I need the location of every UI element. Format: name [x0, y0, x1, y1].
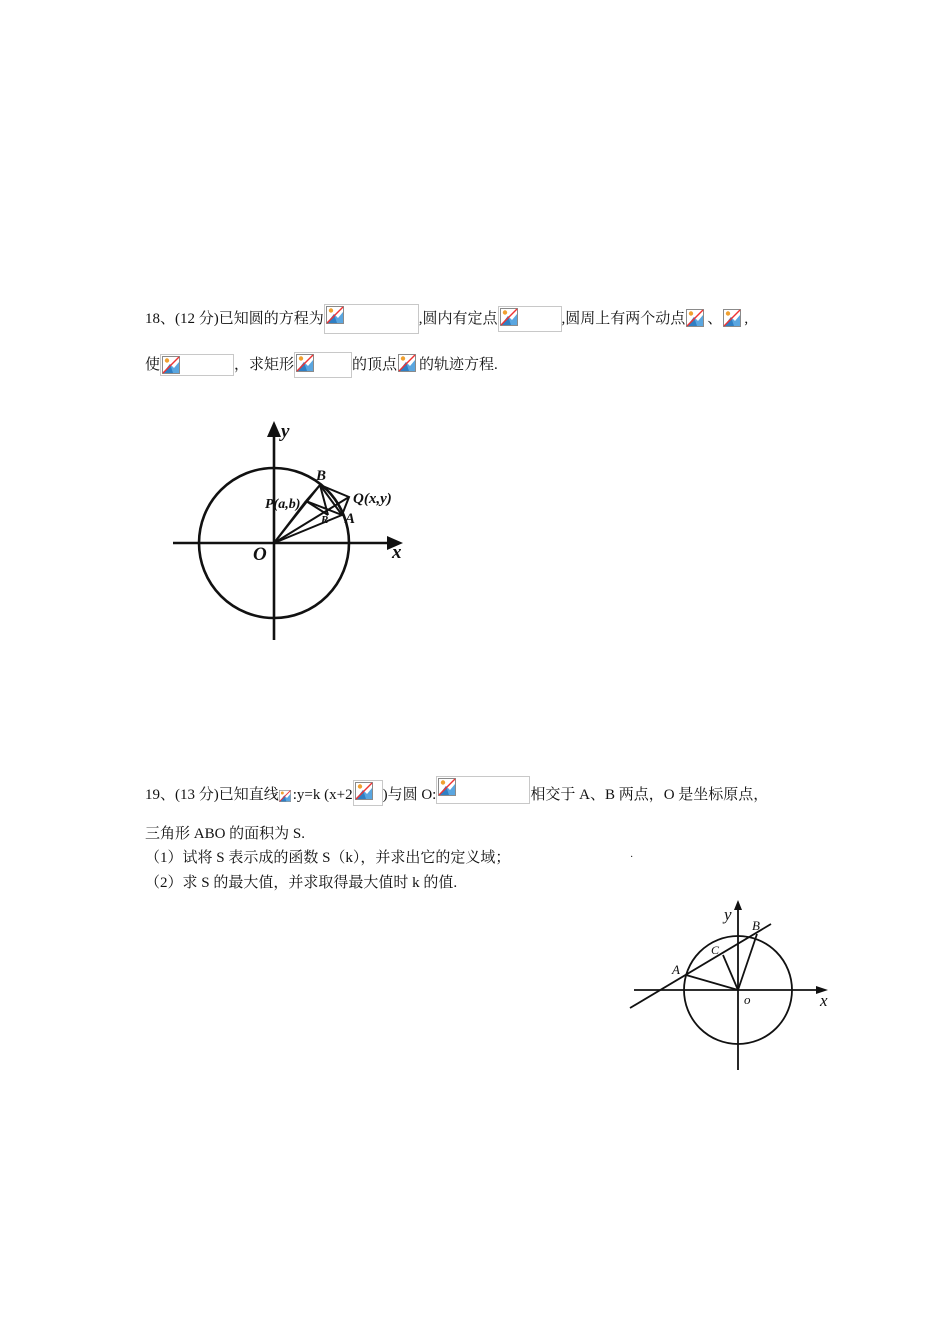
q19-text-2: :y=k (x+2	[292, 786, 353, 803]
q19-part-1-text: （1）试将 S 表示成的函数 S（k），并求出它的定义域；	[145, 850, 511, 866]
q18-text-3: ,圆周上有两个动点	[561, 311, 686, 327]
q18-y-label: y	[281, 421, 290, 442]
broken-image-icon	[500, 308, 518, 326]
moving-point-b-image	[722, 308, 744, 330]
point-r-label: R	[321, 514, 329, 526]
moving-point-a-image	[685, 308, 707, 330]
q19-figure	[628, 898, 838, 1073]
q18-origin-label: O	[253, 544, 267, 565]
broken-image-icon	[296, 354, 314, 372]
q19-number: 19、(13 分)	[145, 786, 219, 803]
q18-x-label: x	[392, 542, 402, 563]
point-q-label: Q(x,y)	[353, 491, 392, 507]
q19-origin-label: o	[744, 992, 751, 1007]
q19-part-2: （2）求 S 的最大值，并求取得最大值时 k 的值.	[145, 875, 458, 891]
q19-line-1	[145, 776, 768, 808]
q19-text-4: 相交于 A、B 两点，O 是坐标原点，	[530, 786, 769, 803]
circle-o-equation-image	[436, 776, 530, 804]
line-name-image	[279, 784, 293, 808]
broken-image-icon	[398, 354, 416, 372]
q19-dot: ·	[630, 852, 634, 863]
q18-text-7: 的顶点	[352, 357, 398, 373]
q19-x-label: x	[820, 991, 828, 1010]
broken-image-icon	[723, 309, 741, 327]
point-c-label: C	[711, 943, 720, 957]
q18-number: 18、(12 分)	[145, 311, 219, 327]
q18-text-8: 的轨迹方程.	[419, 357, 498, 373]
q18-y-arrow	[267, 421, 281, 437]
q18-line-1	[145, 304, 748, 334]
point-a-label: A	[672, 962, 680, 977]
q18-text-5: 使	[145, 357, 161, 373]
point-a-label: A	[345, 511, 356, 527]
point-p-label: P(a,b)	[265, 497, 301, 512]
broken-image-icon	[686, 309, 704, 327]
q18-text-2: ,圆内有定点	[418, 311, 498, 327]
vertex-image	[397, 353, 419, 377]
broken-image-icon	[279, 790, 291, 802]
q19-text-3: )与圆 O:	[382, 786, 437, 803]
q19-part-1	[145, 848, 510, 868]
q19-y-label: y	[724, 905, 732, 924]
segment-oc	[723, 955, 738, 990]
condition-image	[160, 354, 234, 376]
q18-text-1: 已知圆的方程为	[218, 311, 324, 327]
rectangle-name-image	[294, 352, 352, 378]
point-b-label: B	[752, 918, 760, 933]
broken-image-icon	[355, 782, 373, 800]
q19-text-1: 已知直线	[218, 786, 279, 803]
sqrt-image	[353, 780, 383, 806]
q18-figure	[165, 415, 415, 645]
point-b-label: B	[316, 468, 327, 484]
q19-line-2: 三角形 ABO 的面积为 S.	[145, 826, 306, 842]
segment-oa	[686, 975, 738, 990]
q18-text-4: ,	[744, 311, 749, 327]
q19-y-arrow	[734, 900, 742, 910]
broken-image-icon	[162, 356, 180, 374]
broken-image-icon	[438, 778, 456, 796]
q18-separator: 、	[707, 311, 723, 327]
circle-equation-image	[324, 304, 419, 334]
q18-text-6: ，求矩形	[234, 357, 295, 373]
q18-line-2	[145, 352, 498, 378]
fixed-point-image	[498, 306, 562, 332]
broken-image-icon	[326, 306, 344, 324]
